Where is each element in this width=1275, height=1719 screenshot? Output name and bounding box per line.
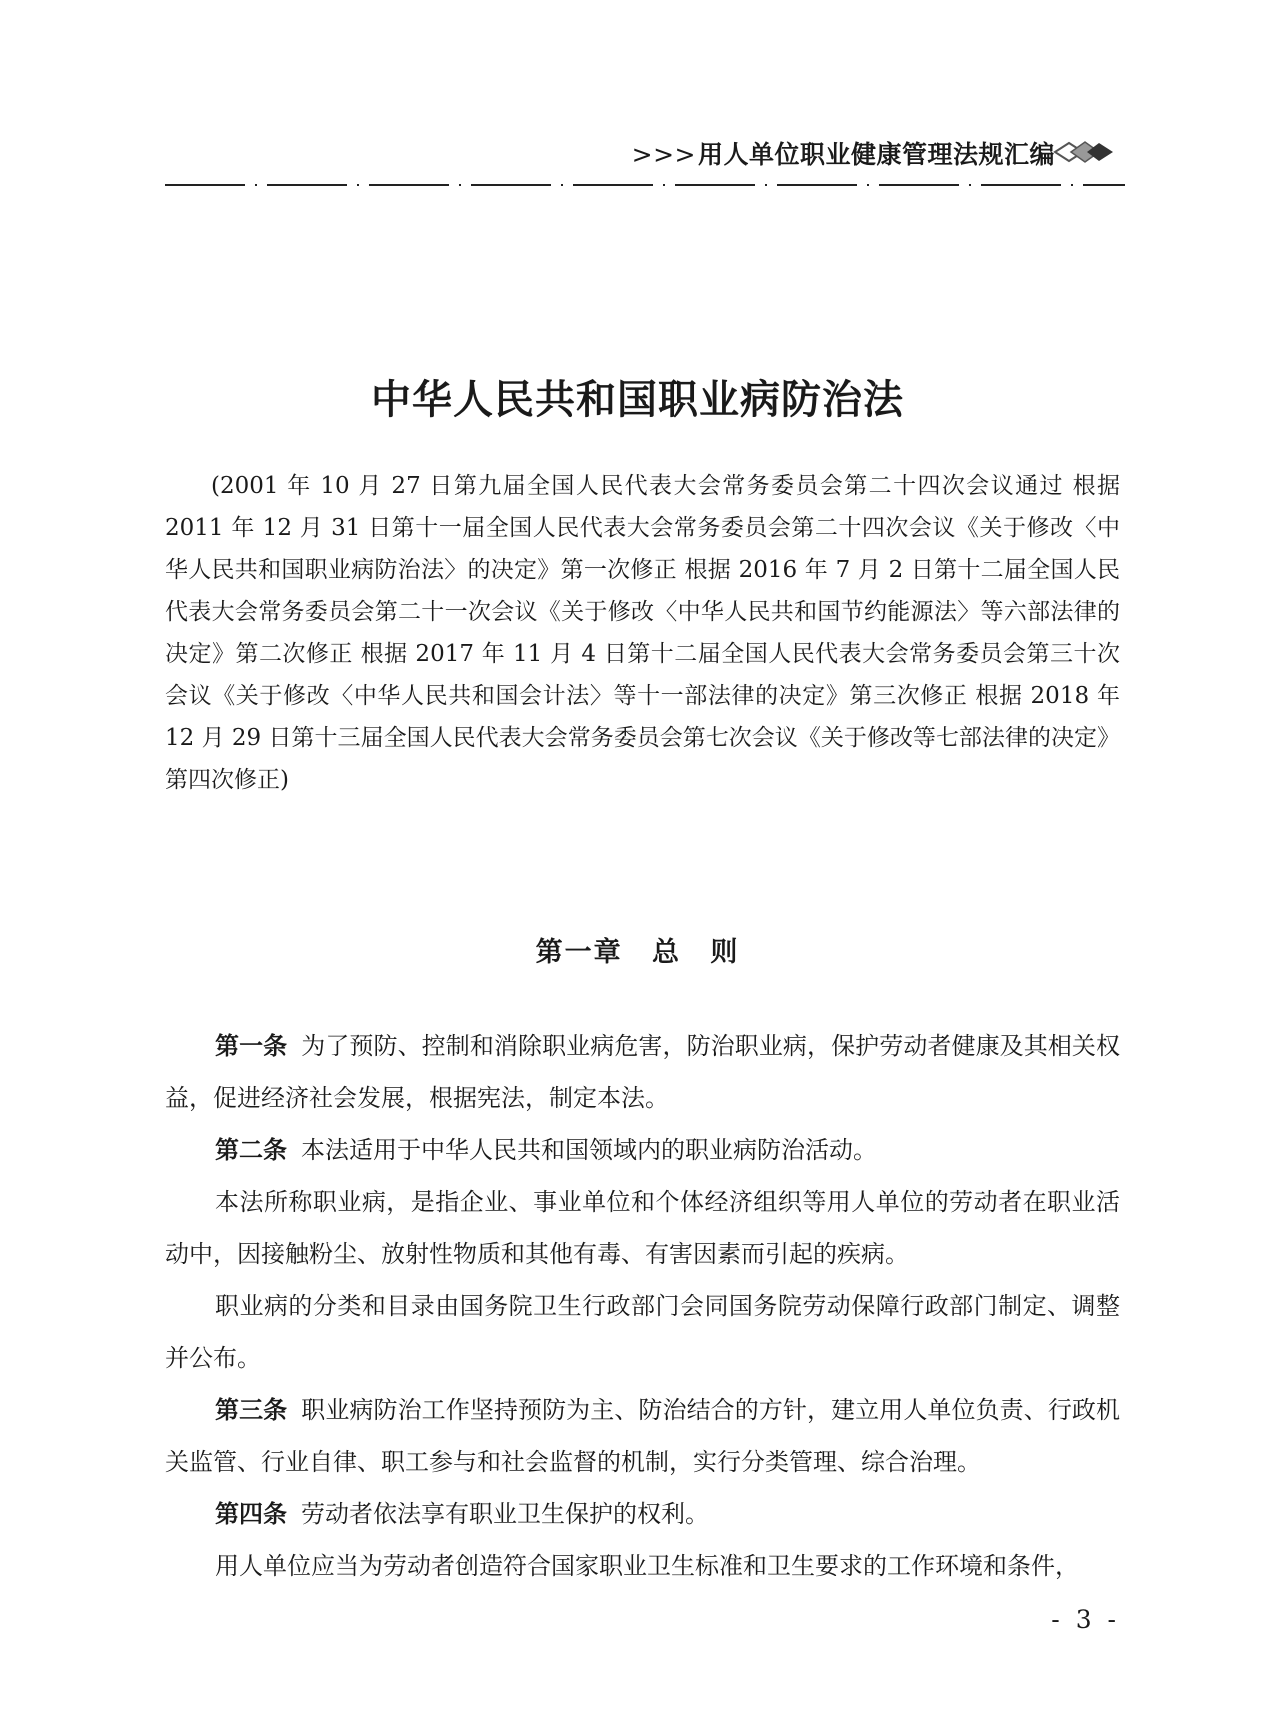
article-paragraph [165, 1488, 1120, 1540]
article-text: 本法所称职业病，是指企业、事业单位和个体经济组织等用人单位的劳动者在职业活动中，因接触粉尘、放射性物质和其他有毒、有害因素而引起的疾病。 [165, 1188, 1120, 1268]
header-chevrons: >>> [631, 140, 696, 169]
article-label: 第三条 [215, 1396, 288, 1424]
article-text: 为了预防、控制和消除职业病危害，防治职业病，保护劳动者健康及其相关权益，促进经济社会发展，根据宪法，制定本法。 [165, 1032, 1120, 1112]
article-text: 职业病防治工作坚持预防为主、防治结合的方针，建立用人单位负责、行政机关监管、行业自律、职工参与和社会监督的机制，实行分类管理、综合治理。 [165, 1396, 1120, 1476]
revision-note: (2001 年 10 月 27 日第九届全国人民代表大会常务委员会第二十四次会议通过 根据 2011 年 12 月 31 日第十一届全国人民代表大会常务委员会第二十四次会议《关于修改〈中华人民共和国职业病防治法〉的决定》第一次修正 根据 2016 年 7 月 2 日第十二届全国人民代表大会常务委员会第二十一次会议《关于修改〈中华人民共和国节约能源法〉等六部法律的决定》第二次修正 根据 2017 年 11 月 4 日第十二届全国人民代表大会常务委员会第三十次会议《关于修改〈中华人民共和国会计法〉等十一部法律的决定》第三次修正 根据 2018 年 12 月 29 日第十三届全国人民代表大会常务委员会第七次会议《关于修改等七部法律的决定》第四次修正) [165, 473, 1120, 793]
diamond-ornament-icon [1053, 139, 1115, 165]
article-paragraph [165, 1384, 1120, 1488]
running-header-title [632, 135, 1055, 171]
article-paragraph [165, 1176, 1120, 1280]
article-paragraph [165, 1020, 1120, 1124]
article-label: 第四条 [215, 1500, 287, 1528]
article-paragraph [165, 1540, 1120, 1592]
article-label: 第二条 [215, 1136, 287, 1164]
page-number: - 3 - [1051, 1605, 1120, 1634]
article-text: 用人单位应当为劳动者创造符合国家职业卫生标准和卫生要求的工作环境和条件， [215, 1552, 1079, 1580]
law-body [165, 1020, 1120, 1592]
header-divider [165, 180, 1125, 190]
article-text: 本法适用于中华人民共和国领域内的职业病防治活动。 [301, 1136, 877, 1164]
running-header [165, 135, 1125, 195]
article-paragraph [165, 1280, 1120, 1384]
document-title: 中华人民共和国职业病防治法 [371, 377, 904, 423]
article-label: 第一条 [215, 1032, 288, 1060]
book-title: 用人单位职业健康管理法规汇编 [697, 140, 1055, 169]
chapter-heading: 第一章 总 则 [535, 937, 740, 968]
article-paragraph [165, 1124, 1120, 1176]
article-text: 职业病的分类和目录由国务院卫生行政部门会同国务院劳动保障行政部门制定、调整并公布。 [165, 1292, 1120, 1372]
article-text: 劳动者依法享有职业卫生保护的权利。 [301, 1500, 709, 1528]
